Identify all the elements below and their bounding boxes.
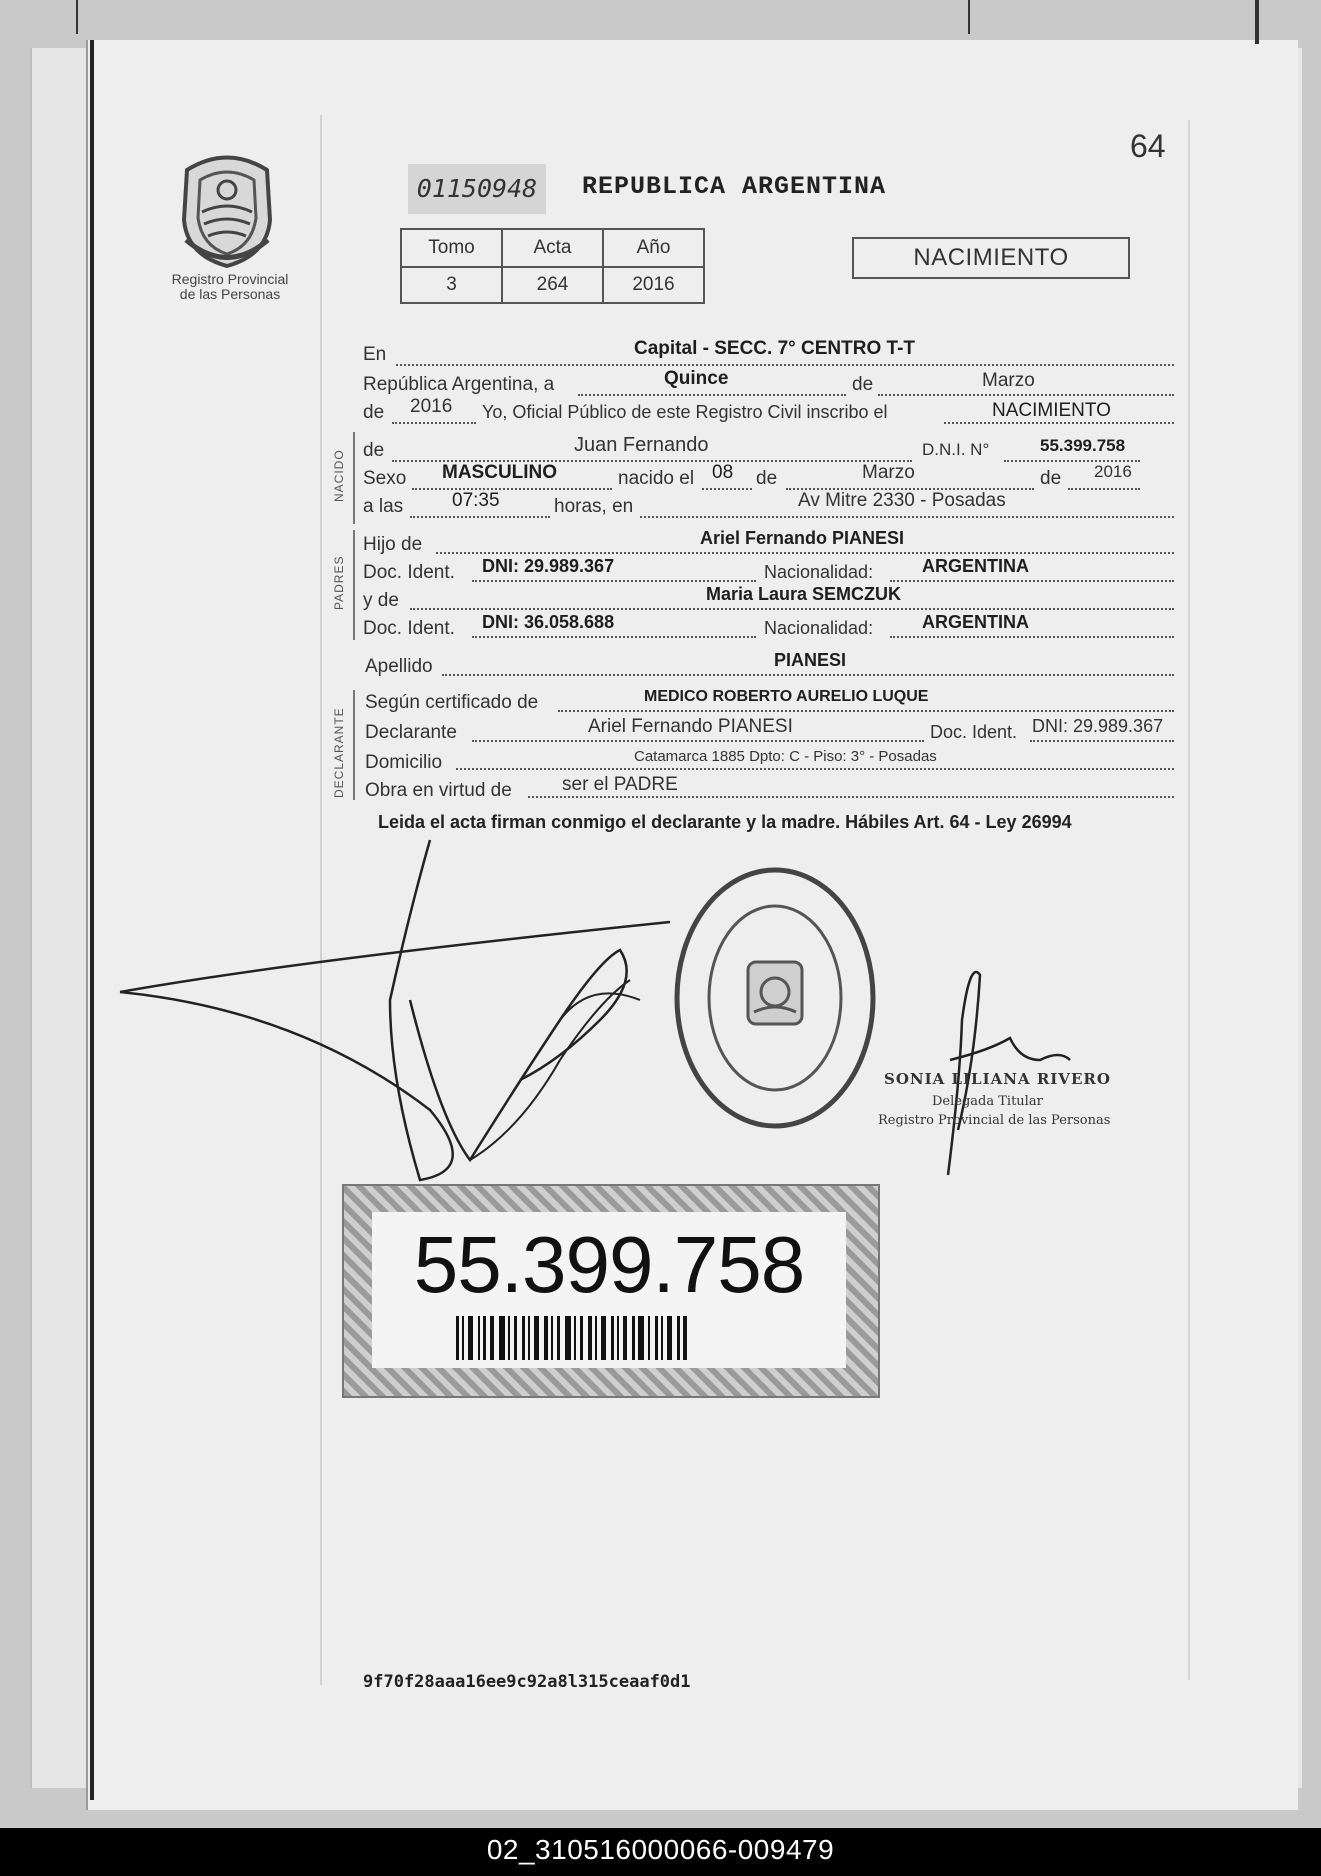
dotted-line (578, 394, 846, 396)
field-label: Sexo (363, 468, 407, 489)
field-value-dni: 55.399.758 (1040, 436, 1126, 455)
field-label: República Argentina, a (363, 374, 555, 395)
barcode-bar (456, 1316, 459, 1360)
dotted-line (392, 422, 476, 424)
field-value-mother-nationality: ARGENTINA (922, 612, 1029, 632)
dotted-line (396, 364, 1174, 366)
field-label: horas, en (554, 496, 634, 517)
field-value-declarant: Ariel Fernando PIANESI (588, 716, 793, 737)
dotted-line (436, 552, 1174, 554)
field-value-declarant-doc: DNI: 29.989.367 (1032, 716, 1164, 736)
dotted-line (472, 740, 924, 742)
serial-number: 01150948 (408, 164, 546, 214)
barcode-bar (667, 1316, 672, 1360)
closing-statement: Leida el acta firman conmigo el declarante y la madre. Hábiles Art. 64 - Ley 26994 (378, 812, 1072, 832)
province-seal-icon (172, 150, 282, 268)
field-label: D.N.I. N° (922, 440, 990, 459)
barcode-bar (462, 1316, 464, 1360)
side-label-declarante: DECLARANTE (332, 707, 346, 798)
section-divider (353, 432, 355, 524)
field-value-birth-place: Av Mitre 2330 - Posadas (798, 490, 1006, 511)
delegate-office: Registro Provincial de las Personas (878, 1113, 1111, 1128)
section-divider (353, 690, 355, 800)
barcode-bar (544, 1316, 548, 1360)
barcode-bar (514, 1316, 517, 1360)
logo-caption-line: Registro Provincial (171, 271, 289, 287)
field-label: Nacionalidad: (764, 618, 874, 638)
top-mark (968, 0, 970, 34)
registry-table (400, 228, 705, 304)
field-label: Hijo de (363, 534, 423, 555)
official-stamp-icon (670, 862, 880, 1134)
barcode-label (342, 1184, 880, 1398)
barcode-bar (528, 1316, 530, 1360)
barcode-bar (490, 1316, 494, 1360)
barcode-panel (372, 1212, 846, 1368)
barcode-bar (595, 1316, 597, 1360)
field-label: Doc. Ident. (363, 618, 455, 639)
dotted-line (456, 768, 1174, 770)
table-cell-acta: 264 (502, 267, 603, 303)
barcode-bar (611, 1316, 614, 1360)
barcode-bar (551, 1316, 553, 1360)
field-value-mother-doc: DNI: 36.058.688 (482, 612, 615, 632)
dotted-line (528, 796, 1174, 798)
field-label: En (363, 344, 387, 365)
dotted-line (890, 580, 1174, 582)
field-label: de (1040, 468, 1062, 489)
top-mark (1255, 0, 1259, 44)
dotted-line (412, 488, 612, 490)
dotted-line (944, 422, 1174, 424)
barcode-bar (632, 1316, 635, 1360)
right-margin-line (1188, 120, 1190, 1680)
dotted-line (878, 394, 1174, 396)
page-number: 64 (1130, 128, 1166, 164)
barcode-bar (565, 1316, 571, 1360)
section-divider (353, 530, 355, 640)
barcode-number: 55.399.758 (413, 1220, 805, 1309)
side-label-nacido: NACIDO (332, 449, 346, 502)
dotted-line (1030, 740, 1174, 742)
field-label: Declarante (365, 722, 457, 743)
field-label: y de (363, 590, 399, 611)
barcode-bars-icon (456, 1316, 766, 1360)
field-label: Apellido (365, 656, 433, 677)
dotted-line (890, 636, 1174, 638)
barcode-bar (534, 1316, 539, 1360)
field-value-name: Juan Fernando (574, 434, 709, 456)
table-header-ano: Año (603, 229, 704, 267)
field-label: nacido el (618, 468, 695, 489)
field-value-surname: PIANESI (774, 650, 847, 670)
barcode-bar (638, 1316, 644, 1360)
barcode-bar (677, 1316, 680, 1360)
delegate-title: Delegada Titular (932, 1094, 1043, 1109)
table-cell-tomo: 3 (401, 267, 502, 303)
field-label: Domicilio (365, 752, 443, 773)
field-label: de (756, 468, 778, 489)
field-label: Doc. Ident. (930, 722, 1018, 742)
field-label: Nacionalidad: (764, 562, 874, 582)
field-label: a las (363, 496, 404, 517)
field-value-birth-year: 2016 (1094, 462, 1132, 481)
dotted-line (702, 488, 752, 490)
margin-line (320, 115, 322, 1685)
field-value-mother: Maria Laura SEMCZUK (706, 584, 902, 604)
field-label: de (363, 440, 385, 461)
field-value-year: 2016 (410, 396, 453, 417)
barcode-bar (478, 1316, 480, 1360)
field-value-address: Catamarca 1885 Dpto: C - Piso: 3° - Posadas (634, 748, 937, 765)
table-row (401, 267, 704, 303)
field-label: de (363, 402, 385, 423)
barcode-bar (655, 1316, 658, 1360)
barcode-bar (468, 1316, 473, 1360)
barcode-bar (588, 1316, 592, 1360)
field-label: Según certificado de (365, 692, 539, 713)
binder-edge (90, 40, 94, 1800)
field-value-father-nationality: ARGENTINA (922, 556, 1029, 576)
dotted-line (558, 710, 1174, 712)
field-value-capacity: ser el PADRE (562, 774, 678, 795)
side-label-padres: PADRES (332, 555, 346, 610)
delegate-name: SONIA LILIANA RIVERO (884, 1070, 1111, 1088)
country-title: REPUBLICA ARGENTINA (582, 172, 887, 201)
field-value-place: Capital - SECC. 7° CENTRO T-T (634, 338, 916, 359)
barcode-bar (661, 1316, 663, 1360)
field-value-birth-month: Marzo (862, 462, 915, 483)
field-value-sexo: MASCULINO (442, 462, 558, 483)
dotted-line (410, 516, 550, 518)
dotted-line (442, 674, 1174, 676)
document-hash: 9f70f28aaa16ee9c92a8l315ceaaf0d1 (363, 1672, 691, 1692)
barcode-bar (499, 1316, 505, 1360)
field-value-father: Ariel Fernando PIANESI (700, 528, 905, 548)
field-label: Obra en virtud de (365, 780, 512, 801)
barcode-bar (617, 1316, 619, 1360)
field-value-time: 07:35 (452, 490, 500, 511)
logo-caption (150, 272, 310, 302)
field-value-inscribo: NACIMIENTO (992, 400, 1111, 421)
top-mark (76, 0, 78, 34)
dotted-line (472, 636, 756, 638)
field-value-birth-day: 08 (712, 462, 734, 483)
field-label: Yo, Oficial Público de este Registro Civil inscribo el (482, 402, 888, 422)
field-value-certificate: MEDICO ROBERTO AURELIO LUQUE (644, 688, 929, 705)
field-value-father-doc: DNI: 29.989.367 (482, 556, 615, 576)
barcode-bar (483, 1316, 486, 1360)
dotted-line (410, 608, 1174, 610)
table-header-acta: Acta (502, 229, 603, 267)
field-value-month: Marzo (982, 370, 1035, 391)
document-type-box: NACIMIENTO (852, 237, 1130, 279)
barcode-bar (508, 1316, 510, 1360)
table-row (401, 229, 704, 267)
barcode-bar (580, 1316, 583, 1360)
field-label: de (852, 374, 874, 395)
table-cell-ano: 2016 (603, 267, 704, 303)
barcode-bar (557, 1316, 560, 1360)
barcode-bar (683, 1316, 687, 1360)
field-label: Doc. Ident. (363, 562, 455, 583)
barcode-bar (601, 1316, 606, 1360)
barcode-bar (648, 1316, 650, 1360)
barcode-bar (574, 1316, 576, 1360)
dotted-line (472, 580, 756, 582)
barcode-bar (623, 1316, 627, 1360)
dotted-line (1068, 488, 1140, 490)
barcode-bar (522, 1316, 525, 1360)
delegate-signature-block (878, 1070, 1111, 1128)
dotted-line (640, 516, 1174, 518)
field-value-day: Quince (664, 368, 729, 389)
logo-caption-line: de las Personas (179, 286, 281, 302)
table-header-tomo: Tomo (401, 229, 502, 267)
footer-code: 02_310516000066-009479 (486, 1834, 835, 1865)
